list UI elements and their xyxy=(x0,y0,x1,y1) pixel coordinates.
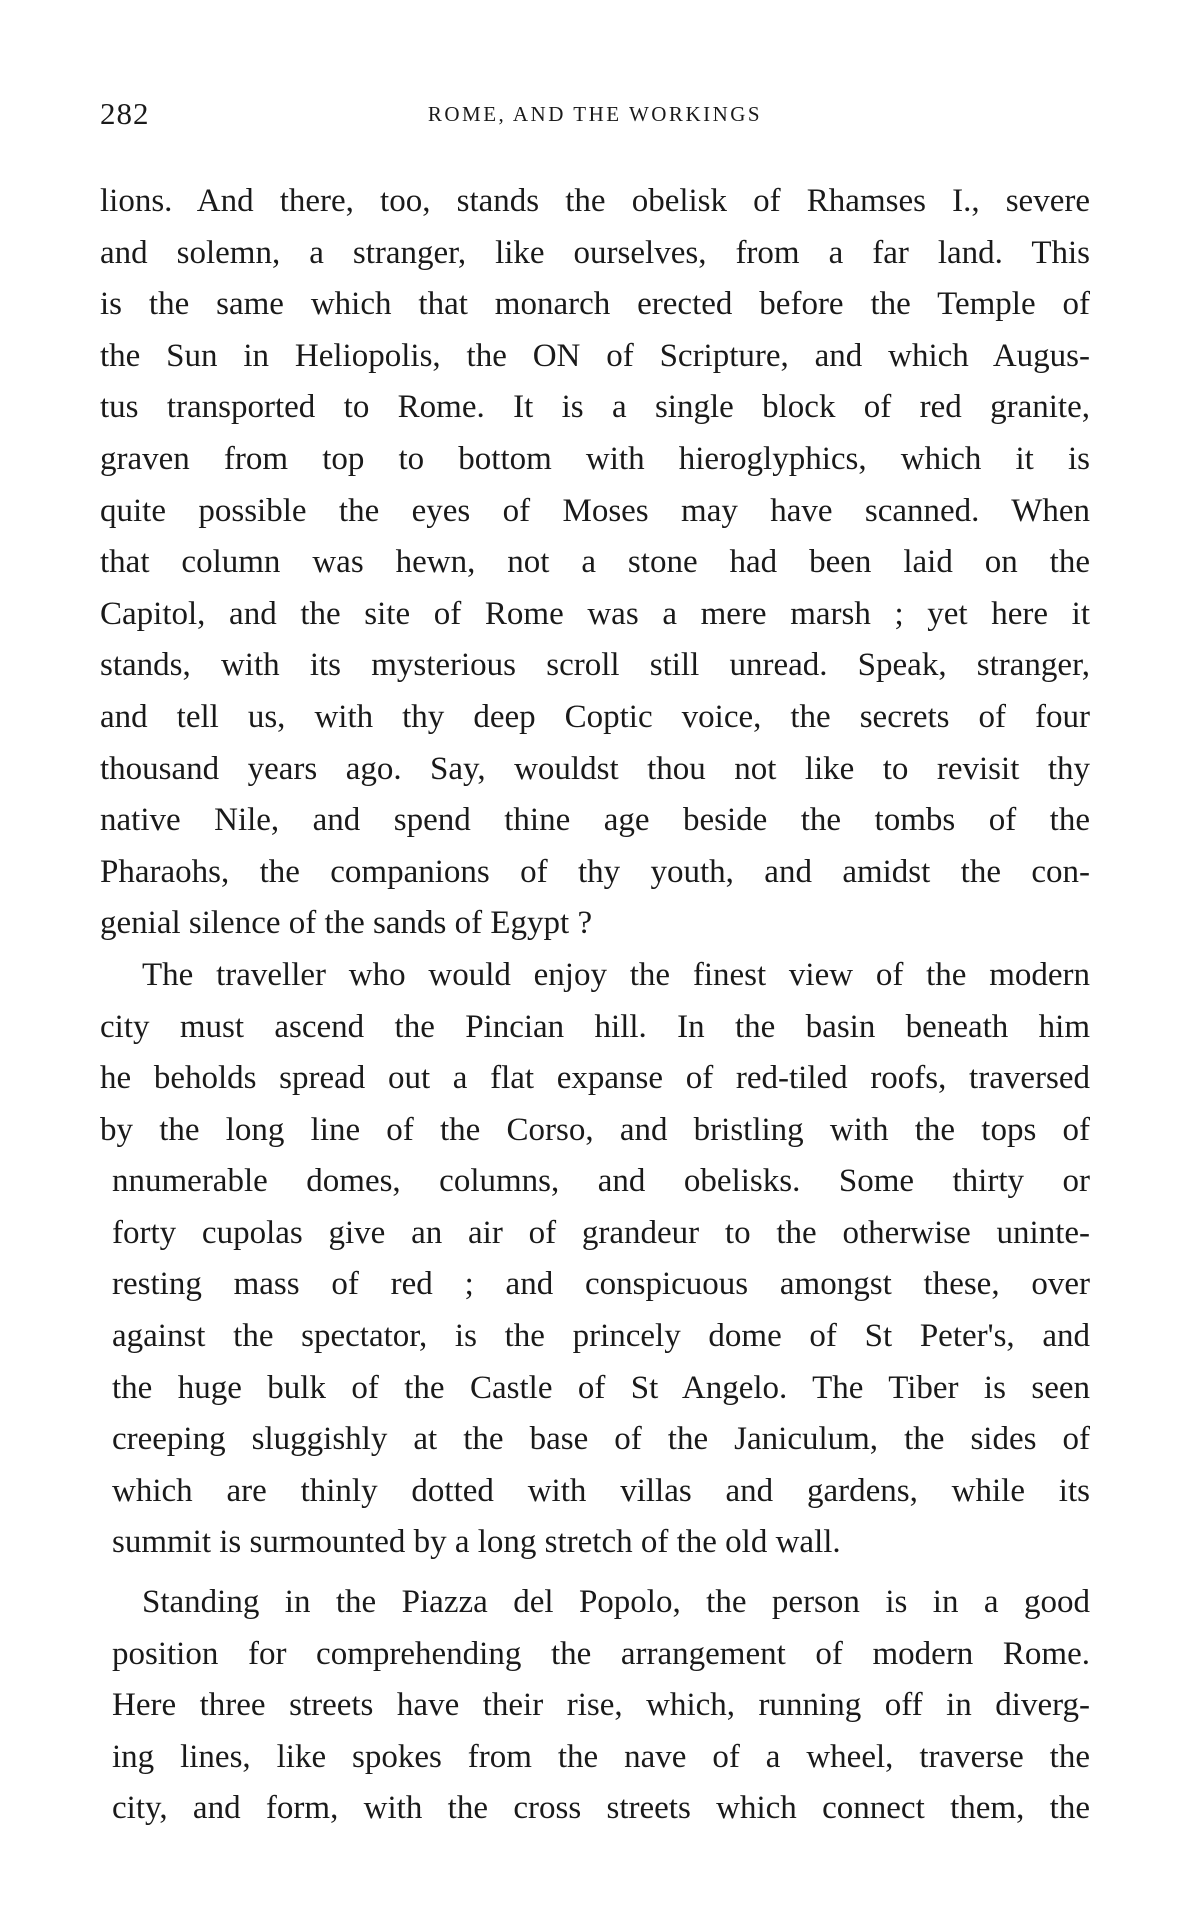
text-line: native Nile, and spend thine age beside the tombs of the xyxy=(100,802,1090,839)
text-line: he beholds spread out a flat expanse of red-tiled roofs, traversed xyxy=(100,1060,1090,1097)
text-line: graven from top to bottom with hieroglyphics, which it is xyxy=(100,440,1090,477)
text-line: summit is surmounted by a long stretch of the old wall. xyxy=(112,1524,841,1561)
text-line: Here three streets have their rise, which, running off in diverg- xyxy=(112,1687,1090,1724)
text-line: is the same which that monarch erected before the Temple of xyxy=(100,286,1090,323)
text-line: city, and form, with the cross streets which connect them, the xyxy=(112,1790,1090,1827)
text-line: and tell us, with thy deep Coptic voice, the secrets of four xyxy=(100,698,1090,735)
text-line: creeping sluggishly at the base of the Janiculum, the sides of xyxy=(112,1421,1090,1458)
page-number: 282 xyxy=(100,96,150,131)
body-text xyxy=(100,176,1090,1835)
text-line: forty cupolas give an air of grandeur to the otherwise uninte- xyxy=(112,1214,1090,1251)
text-line: Capitol, and the site of Rome was a mere marsh ; yet here it xyxy=(100,595,1090,632)
text-line: against the spectator, is the princely dome of St Peter's, and xyxy=(112,1318,1090,1355)
text-line: genial silence of the sands of Egypt ? xyxy=(100,905,593,942)
text-line: lions. And there, too, stands the obelisk of Rhamses I., severe xyxy=(100,183,1090,219)
text-line: position for comprehending the arrangement of modern Rome. xyxy=(112,1635,1090,1672)
text-line: ing lines, like spokes from the nave of a wheel, traverse the xyxy=(112,1738,1090,1775)
text-line: by the long line of the Corso, and bristling with the tops of xyxy=(100,1111,1090,1148)
text-line: The traveller who would enjoy the finest view of the modern xyxy=(142,956,1090,993)
text-line: the Sun in Heliopolis, the ON of Scripture, and which Augus- xyxy=(100,337,1090,374)
text-line: nnumerable domes, columns, and obelisks. Some thirty or xyxy=(112,1163,1090,1200)
text-line: which are thinly dotted with villas and gardens, while its xyxy=(112,1472,1090,1509)
text-line: Standing in the Piazza del Popolo, the person is in a good xyxy=(142,1584,1090,1621)
text-line: that column was hewn, not a stone had been laid on the xyxy=(100,544,1090,581)
text-line: quite possible the eyes of Moses may have scanned. When xyxy=(100,492,1090,529)
text-line: Pharaohs, the companions of thy youth, and amidst the con- xyxy=(100,853,1090,890)
text-line: and solemn, a stranger, like ourselves, from a far land. This xyxy=(100,234,1090,271)
text-line: the huge bulk of the Castle of St Angelo. The Tiber is seen xyxy=(112,1369,1090,1406)
text-line: stands, with its mysterious scroll still unread. Speak, stranger, xyxy=(100,647,1090,684)
page-header xyxy=(100,96,1090,136)
text-line: resting mass of red ; and conspicuous amongst these, over xyxy=(112,1266,1090,1303)
running-head: ROME, AND THE WORKINGS xyxy=(427,102,763,126)
text-line: city must ascend the Pincian hill. In the basin beneath him xyxy=(100,1008,1090,1045)
text-line: thousand years ago. Say, wouldst thou not like to revisit thy xyxy=(100,750,1090,787)
text-line: tus transported to Rome. It is a single block of red granite, xyxy=(100,389,1090,426)
